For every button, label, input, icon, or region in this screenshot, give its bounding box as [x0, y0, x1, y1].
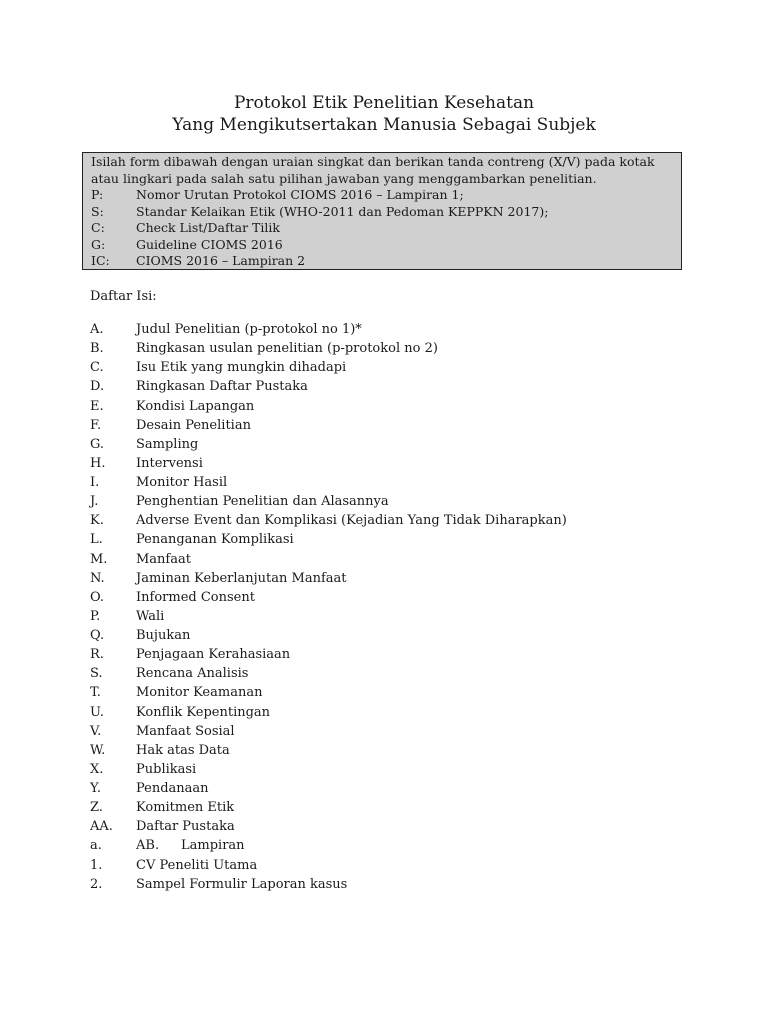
toc-item-key: X. — [90, 761, 104, 777]
toc-item-label: Penjagaan Kerahasiaan — [136, 647, 291, 663]
toc-item — [90, 377, 690, 396]
toc-item — [90, 836, 690, 855]
toc-item-key: P. — [90, 608, 101, 624]
toc-item-label: Pendanaan — [136, 781, 209, 796]
toc-item-key: M. — [90, 551, 108, 567]
toc-item-key: Q. — [90, 628, 105, 643]
toc-item — [90, 703, 690, 722]
toc-item-key: Y. — [90, 781, 102, 796]
toc-item — [90, 358, 690, 377]
toc-item — [90, 875, 690, 894]
toc-item-label: Daftar Pustaka — [136, 819, 235, 835]
toc-item-label — [136, 836, 690, 855]
legend-text: Guideline CIOMS 2016 — [136, 236, 283, 252]
toc-item — [90, 683, 690, 702]
toc-item-key: K. — [90, 513, 104, 529]
toc-item-subtext: Lampiran — [181, 838, 245, 854]
toc-item-key: U. — [90, 704, 104, 720]
toc-item-key: L. — [90, 532, 103, 548]
toc-item-label: Komitmen Etik — [136, 800, 235, 816]
legend-row — [91, 237, 681, 254]
toc-item — [90, 664, 690, 683]
instruction-box — [82, 152, 682, 270]
toc-item-key: 2. — [90, 876, 103, 892]
toc-item — [90, 339, 690, 358]
toc-item-label: Adverse Event dan Komplikasi (Kejadian Yang Tidak Diharapkan) — [136, 513, 567, 529]
legend-row — [91, 187, 681, 204]
toc-item-label: Manfaat — [136, 551, 191, 567]
toc-item-label: Jaminan Keberlanjutan Manfaat — [136, 570, 347, 586]
toc-item-label: Sampel Formulir Laporan kasus — [136, 876, 348, 892]
toc-item — [90, 454, 690, 473]
table-of-contents — [90, 320, 690, 894]
toc-item-key: W. — [90, 742, 106, 758]
toc-item — [90, 722, 690, 741]
toc-item-label: Ringkasan usulan penelitian (p-protokol no 2) — [136, 341, 438, 357]
legend-key: S: — [91, 203, 104, 219]
toc-item — [90, 760, 690, 779]
toc-item-subkey: AB. — [136, 838, 160, 854]
toc-item-key: 1. — [90, 857, 103, 873]
toc-item — [90, 320, 690, 339]
toc-item-label: Bujukan — [136, 628, 191, 643]
toc-item — [90, 492, 690, 511]
toc-item-label: CV Peneliti Utama — [136, 857, 258, 873]
toc-item-key: F. — [90, 417, 102, 433]
legend-key: C: — [91, 220, 105, 235]
toc-item-key: Z. — [90, 800, 103, 816]
toc-item — [90, 607, 690, 626]
title-line-2: Yang Mengikutsertakan Manusia Sebagai Subjek — [172, 115, 596, 135]
toc-item-key: B. — [90, 341, 104, 357]
toc-item-label: Monitor Hasil — [136, 475, 228, 490]
legend-row — [91, 204, 681, 221]
toc-item-label: Ringkasan Daftar Pustaka — [136, 379, 308, 395]
toc-item-label: Penghentian Penelitian dan Alasannya — [136, 494, 389, 510]
toc-item-label: Intervensi — [136, 455, 203, 471]
toc-item-label: Desain Penelitian — [136, 417, 251, 433]
legend-key: P: — [91, 187, 104, 202]
toc-item-key: T. — [90, 685, 101, 701]
title-line-1: Protokol Etik Penelitian Kesehatan — [233, 93, 535, 113]
legend-text: Check List/Daftar Tilik — [136, 220, 280, 235]
toc-item-label: Kondisi Lapangan — [136, 398, 255, 414]
toc-item-label: Informed Consent — [136, 589, 255, 605]
legend-text: Standar Kelaikan Etik (WHO-2011 dan Pedoman KEPPKN 2017); — [136, 203, 549, 219]
toc-item — [90, 569, 690, 588]
toc-item-key: a. — [90, 838, 102, 854]
legend-key: IC: — [91, 253, 110, 268]
toc-item-key: I. — [90, 475, 100, 490]
toc-item-label: Sampling — [136, 436, 199, 452]
toc-item-key: R. — [90, 647, 104, 663]
toc-item — [90, 741, 690, 760]
toc-item-key: H. — [90, 455, 106, 471]
toc-item-key: S. — [90, 666, 103, 682]
toc-item-label: Manfaat Sosial — [136, 723, 235, 739]
toc-item — [90, 626, 690, 645]
toc-item — [90, 530, 690, 549]
toc-item-key: D. — [90, 379, 105, 395]
toc-item-label: Isu Etik yang mungkin dihadapi — [136, 360, 347, 376]
toc-heading: Daftar Isi: — [90, 289, 157, 304]
toc-item-key: E. — [90, 398, 104, 414]
toc-item-key: N. — [90, 570, 105, 586]
toc-item-key: A. — [90, 322, 104, 337]
toc-item-label: Monitor Keamanan — [136, 685, 263, 701]
toc-item-key: G. — [90, 436, 105, 452]
document-title — [0, 92, 768, 136]
toc-item-label: Publikasi — [136, 761, 197, 777]
toc-item-label: Konflik Kepentingan — [136, 704, 271, 720]
toc-item — [90, 416, 690, 435]
toc-item-label: Judul Penelitian (p-protokol no 1)* — [136, 322, 362, 337]
toc-item — [90, 473, 690, 492]
toc-item — [90, 779, 690, 798]
toc-item — [90, 511, 690, 530]
toc-item-key: O. — [90, 589, 105, 605]
toc-item-key: C. — [90, 360, 104, 376]
toc-item-label: Hak atas Data — [136, 742, 230, 758]
instruction-text: Isilah form dibawah dengan uraian singkat dan berikan tanda contreng (X/V) pada kotak atau lingkari pada salah satu pilihan jawaban yang menggambarkan penelitian. — [91, 154, 655, 186]
legend-row — [91, 253, 681, 270]
toc-item — [90, 798, 690, 817]
legend-text: CIOMS 2016 – Lampiran 2 — [136, 253, 306, 268]
toc-item-key: V. — [90, 723, 102, 739]
toc-item — [90, 856, 690, 875]
legend-row — [91, 220, 681, 237]
toc-item-key: J. — [90, 494, 99, 510]
toc-item — [90, 435, 690, 454]
toc-item — [90, 817, 690, 836]
toc-item-key: AA. — [90, 819, 113, 835]
toc-item-label: Wali — [136, 608, 165, 624]
toc-item — [90, 550, 690, 569]
toc-item-label: Rencana Analisis — [136, 666, 249, 682]
legend-list — [91, 187, 681, 270]
legend-key: G: — [91, 236, 106, 252]
toc-item — [90, 645, 690, 664]
toc-item — [90, 397, 690, 416]
toc-item-label: Penanganan Komplikasi — [136, 532, 294, 548]
legend-text: Nomor Urutan Protokol CIOMS 2016 – Lampiran 1; — [136, 187, 464, 202]
toc-item — [90, 588, 690, 607]
